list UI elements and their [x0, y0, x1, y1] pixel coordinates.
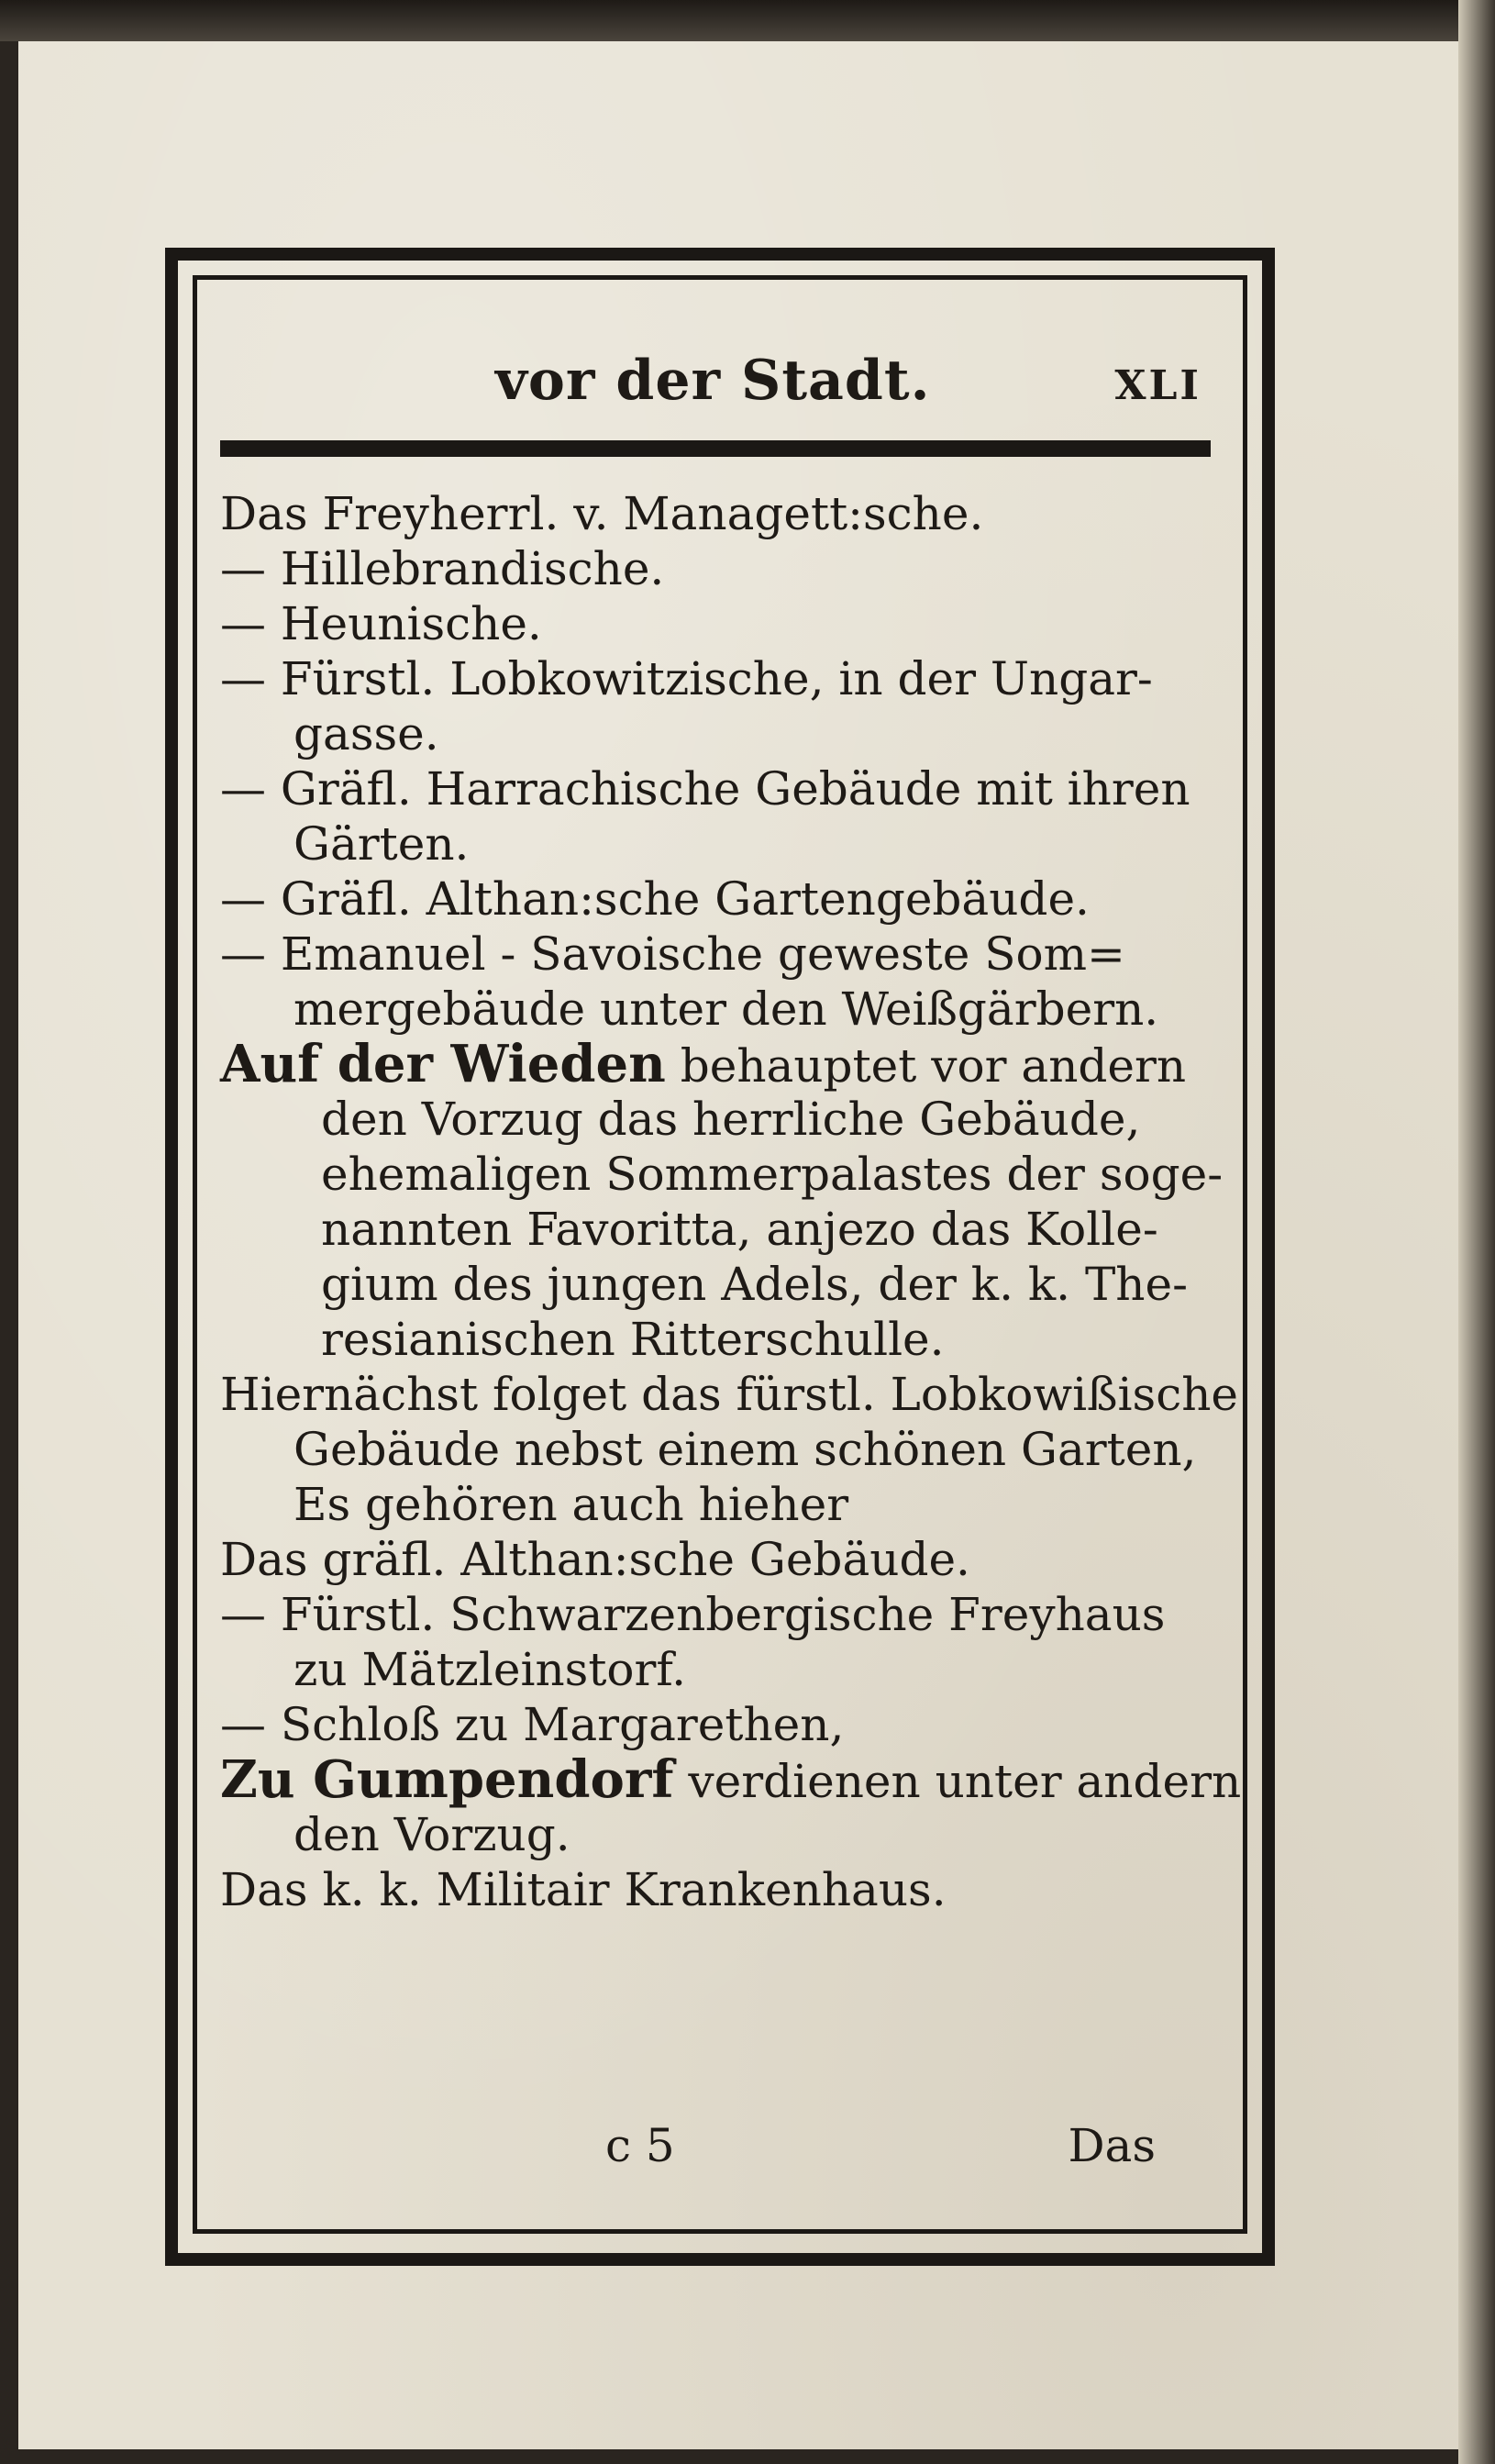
text-line	[220, 651, 1220, 706]
text-line	[220, 761, 1220, 816]
text-line	[220, 1532, 1220, 1587]
line-text: den Vorzug das herrliche Gebäude,	[321, 1093, 1141, 1146]
line-text: — Fürstl. Schwarzenbergische Freyhaus	[220, 1588, 1166, 1641]
line-text: resianischen Ritterschulle.	[321, 1313, 945, 1366]
catchword: Das	[1068, 2119, 1156, 2172]
line-text: den Vorzug.	[293, 1808, 570, 1861]
line-text: Gärten.	[293, 817, 470, 871]
line-text: — Emanuel - Savoische geweste Som=	[220, 927, 1125, 981]
text-line	[220, 486, 1220, 541]
line-text: — Fürstl. Lobkowitzische, in der Ungar-	[220, 652, 1153, 705]
line-text: — Heunische.	[220, 597, 542, 650]
line-text: — Gräfl. Harrachische Gebäude mit ihren	[220, 762, 1190, 816]
line-text: Es gehören auch hieher	[293, 1478, 849, 1531]
header-rule	[220, 440, 1211, 457]
page-header	[220, 312, 1220, 431]
page-footer	[220, 2119, 1220, 2183]
running-head: vor der Stadt.	[495, 349, 931, 413]
text-line	[220, 1862, 1220, 1917]
text-line	[220, 1587, 1220, 1642]
text-line	[220, 1807, 1220, 1862]
text-line	[220, 1697, 1220, 1752]
text-line	[220, 1422, 1220, 1477]
line-text: gium des jungen Adels, der k. k. The-	[321, 1258, 1188, 1311]
text-line	[220, 982, 1220, 1037]
section-heading: Zu Gumpendorf	[220, 1749, 674, 1810]
text-line	[220, 1367, 1238, 1422]
text-line	[220, 1202, 1220, 1257]
signature-mark: c 5	[605, 2119, 675, 2172]
text-line	[220, 596, 1220, 651]
text-line	[220, 927, 1220, 982]
line-text: Das Freyherrl. v. Managett:sche.	[220, 487, 984, 540]
text-block	[220, 486, 1242, 1917]
line-text: verdienen unter andern	[688, 1755, 1242, 1808]
text-line	[220, 1257, 1220, 1312]
page-number: XLI	[1114, 362, 1202, 409]
line-text: Das k. k. Militair Krankenhaus.	[220, 1863, 947, 1916]
line-text: — Schloß zu Margarethen,	[220, 1698, 845, 1751]
line-text: ehemaligen Sommerpalastes der soge-	[321, 1148, 1224, 1201]
line-text: Hiernächst folget das fürstl. Lobkowißische	[220, 1368, 1238, 1421]
book-top-edge	[0, 0, 1495, 41]
text-line	[220, 871, 1220, 927]
text-line	[220, 1147, 1224, 1202]
text-line	[220, 1034, 1220, 1094]
line-text: behauptet vor andern	[680, 1039, 1187, 1093]
text-line	[220, 1312, 1220, 1367]
line-text: — Hillebrandische.	[220, 542, 665, 595]
book-spine-edge	[1458, 0, 1495, 2464]
line-text: — Gräfl. Althan:sche Gartengebäude.	[220, 872, 1090, 926]
text-line	[220, 1092, 1220, 1147]
page-content	[220, 312, 1242, 2202]
text-line	[220, 816, 1220, 871]
text-line	[220, 541, 1220, 596]
text-line	[220, 706, 1220, 761]
line-text: nannten Favoritta, anjezo das Kolle-	[321, 1203, 1158, 1256]
line-text: zu Mätzleinstorf.	[293, 1643, 687, 1696]
text-line	[220, 1642, 1220, 1697]
line-text: Das gräfl. Althan:sche Gebäude.	[220, 1533, 970, 1586]
line-text: gasse.	[293, 707, 439, 760]
line-text: mergebäude unter den Weißgärbern.	[293, 982, 1159, 1036]
line-text: Gebäude nebst einem schönen Garten,	[293, 1423, 1197, 1476]
text-line	[220, 1749, 1242, 1810]
section-heading: Auf der Wieden	[220, 1034, 666, 1094]
text-line	[220, 1477, 1220, 1532]
